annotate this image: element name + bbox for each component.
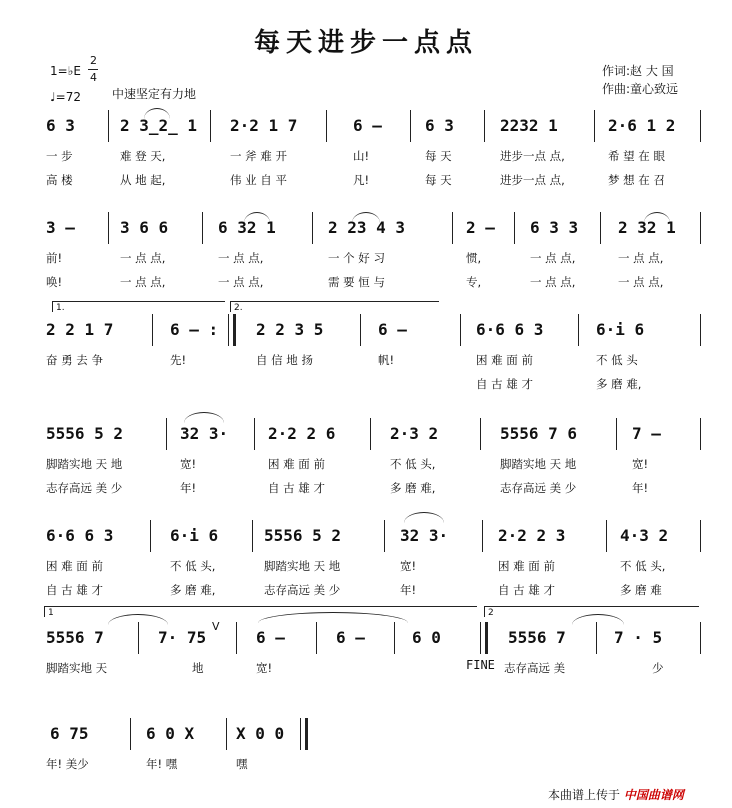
lyric-verse-1: 宽!	[256, 661, 273, 675]
bar-line	[578, 314, 579, 346]
lyric-verse-2: 进步一点 点,	[500, 173, 565, 187]
lyric-verse-2: 每 天	[425, 173, 452, 187]
lyric-verse-1: 脚踏实地 天 地	[264, 559, 341, 573]
lyric-verse-2: 年!	[632, 481, 649, 495]
volta-bracket-2	[230, 301, 439, 312]
measure-notes: 2·2 2 6	[268, 424, 336, 443]
lyric-verse-1: 宽!	[400, 559, 417, 573]
volta-number-2b: 2	[488, 608, 494, 618]
measure-notes: 6 3 3	[530, 218, 579, 237]
lyric-verse-1: 志存高远 美	[504, 661, 566, 675]
measure-notes: 6 –	[378, 320, 407, 339]
lyric-verse-1: 年! 嘿	[146, 757, 178, 771]
composer-credit: 作曲:童心致远	[602, 82, 679, 96]
measure-notes: 6 –	[336, 628, 365, 647]
lyric-verse-1: 一 点 点,	[618, 251, 664, 265]
bar-line	[226, 718, 227, 750]
lyric-verse-2: 多 磨 难,	[170, 583, 216, 597]
lyric-verse-2: 多 磨 难	[620, 583, 662, 597]
lyric-verse-2: 自 古 雄 才	[46, 583, 103, 597]
measure-notes: 32 3·	[400, 526, 449, 545]
lyric-verse-1: 年! 美少	[46, 757, 89, 771]
lyric-verse-1: 宽!	[180, 457, 197, 471]
lyric-verse-1: 希 望 在 眼	[608, 149, 665, 163]
slur	[352, 212, 380, 223]
double-bar-line	[300, 718, 308, 750]
bar-line	[460, 314, 461, 346]
lyric-verse-1: 少	[652, 661, 664, 675]
measure-notes: 6 0	[412, 628, 441, 647]
measure-notes: 2 2 3 5	[256, 320, 324, 339]
double-bar-line	[228, 314, 236, 346]
lyric-verse-1: 不 低 头,	[390, 457, 436, 471]
lyric-verse-1: 山!	[353, 149, 370, 163]
bar-line	[166, 418, 167, 450]
time-numerator: 2	[90, 54, 97, 67]
lyric-verse-2: 一 点 点,	[218, 275, 264, 289]
bar-line	[252, 520, 253, 552]
lyric-verse-2: 专,	[466, 275, 482, 289]
lyric-verse-1: 每 天	[425, 149, 452, 163]
lyric-verse-1: 前!	[46, 251, 63, 265]
lyric-verse-1: 困 难 面 前	[498, 559, 555, 573]
measure-notes: 5556 7	[508, 628, 566, 647]
measure-notes: 6·6 6 3	[476, 320, 544, 339]
bar-line	[394, 622, 395, 654]
volta-number-2: 2.	[234, 303, 243, 313]
measure-notes: 2 32 1	[618, 218, 676, 237]
bar-line	[700, 520, 701, 552]
lyric-verse-1: 不 低 头	[596, 353, 638, 367]
lyric-verse-1: 帆!	[378, 353, 395, 367]
lyric-verse-1: 惯,	[466, 251, 482, 265]
bar-line	[700, 314, 701, 346]
measure-notes: 4·3 2	[620, 526, 669, 545]
bar-line	[326, 110, 327, 142]
lyric-verse-2: 志存高远 美 少	[264, 583, 341, 597]
bar-line	[484, 110, 485, 142]
lyric-verse-1: 地	[192, 661, 204, 675]
bar-line	[108, 212, 109, 244]
bar-line	[370, 418, 371, 450]
lyric-verse-2: 凡!	[353, 173, 370, 187]
lyric-verse-1: 困 难 面 前	[268, 457, 325, 471]
bar-line	[210, 110, 211, 142]
bar-line	[596, 622, 597, 654]
measure-notes: 7· 75	[158, 628, 207, 647]
lyric-verse-2: 唤!	[46, 275, 63, 289]
lyric-verse-1: 一 步	[46, 149, 73, 163]
measure-notes: 6 – :	[170, 320, 219, 339]
lyric-verse-1: 脚踏实地 天	[46, 661, 108, 675]
measure-notes: 5556 5 2	[264, 526, 342, 545]
measure-notes: 2 –	[466, 218, 495, 237]
lyric-verse-1: 一 斧 难 开	[230, 149, 287, 163]
lyric-verse-2: 需 要 恒 与	[328, 275, 385, 289]
bar-line	[202, 212, 203, 244]
site-logo[interactable]: 中国曲谱网	[623, 788, 684, 802]
lyric-verse-2: 自 古 雄 才	[498, 583, 555, 597]
bar-line	[594, 110, 595, 142]
lyricist-credit: 作词:赵 大 国	[602, 64, 674, 78]
bar-line	[600, 212, 601, 244]
upload-footer	[548, 786, 684, 803]
measure-notes: 3 –	[46, 218, 75, 237]
slur	[644, 212, 670, 223]
measure-notes: 2·2 2 3	[498, 526, 566, 545]
lyric-verse-2: 志存高远 美 少	[46, 481, 123, 495]
bar-line	[410, 110, 411, 142]
bar-line	[236, 622, 237, 654]
lyric-verse-1: 宽!	[632, 457, 649, 471]
time-divider	[88, 69, 98, 70]
lyric-verse-1: 一 个 好 习	[328, 251, 385, 265]
bar-line	[606, 520, 607, 552]
lyric-verse-2: 梦 想 在 召	[608, 173, 665, 187]
lyric-verse-2: 一 点 点,	[120, 275, 166, 289]
bar-line	[700, 418, 701, 450]
lyric-verse-2: 从 地 起,	[120, 173, 166, 187]
lyric-verse-2: 年!	[180, 481, 197, 495]
slur	[244, 212, 270, 223]
lyric-verse-1: 不 低 头,	[620, 559, 666, 573]
lyric-verse-2: 一 点 点,	[530, 275, 576, 289]
volta-bracket-1b	[44, 606, 477, 617]
key-signature: 1=♭E	[50, 64, 81, 78]
lyric-verse-2: 自 古 雄 才	[476, 377, 533, 391]
volta-bracket-1	[52, 301, 225, 312]
measure-notes: 5556 5 2	[46, 424, 124, 443]
measure-notes: 6 –	[353, 116, 382, 135]
bar-line	[452, 212, 453, 244]
bar-line	[360, 314, 361, 346]
lyric-verse-1: 进步一点 点,	[500, 149, 565, 163]
measure-notes: 7 · 5	[614, 628, 663, 647]
measure-notes: 5556 7 6	[500, 424, 578, 443]
measure-notes: 6 32 1	[218, 218, 276, 237]
lyric-verse-2: 伟 业 自 平	[230, 173, 287, 187]
song-title: 每天进步一点点	[253, 28, 478, 58]
measure-notes: 2232 1	[500, 116, 558, 135]
bar-line	[700, 622, 701, 654]
time-denominator: 4	[90, 71, 97, 84]
measure-notes: 2·6 1 2	[608, 116, 676, 135]
bar-line	[152, 314, 153, 346]
measure-notes: 6·i 6	[596, 320, 645, 339]
measure-notes: 6 75	[50, 724, 89, 743]
slur	[404, 512, 444, 523]
lyric-verse-1: 一 点 点,	[120, 251, 166, 265]
measure-notes: 6·i 6	[170, 526, 219, 545]
measure-notes: 6 3	[425, 116, 454, 135]
bar-line	[108, 110, 109, 142]
bar-line	[254, 418, 255, 450]
lyric-verse-2: 自 古 雄 才	[268, 481, 325, 495]
measure-notes: 6 3	[46, 116, 75, 135]
measure-notes: 2·3 2	[390, 424, 439, 443]
lyric-verse-2: 一 点 点,	[618, 275, 664, 289]
slur	[144, 108, 170, 119]
lyric-verse-2: 志存高远 美 少	[500, 481, 577, 495]
bar-line	[384, 520, 385, 552]
lyric-verse-1: 不 低 头,	[170, 559, 216, 573]
lyric-verse-2: 高 楼	[46, 173, 73, 187]
lyric-verse-1: 困 难 面 前	[46, 559, 103, 573]
breath-mark: V	[212, 620, 220, 633]
volta-number-1: 1.	[56, 303, 65, 313]
bar-line	[316, 622, 317, 654]
double-bar-line	[480, 622, 488, 654]
volta-number-1b: 1	[48, 608, 54, 618]
measure-notes: 7 –	[632, 424, 661, 443]
measure-notes: 5556 7	[46, 628, 104, 647]
lyric-verse-1: 脚踏实地 天 地	[500, 457, 577, 471]
lyric-verse-1: 一 点 点,	[530, 251, 576, 265]
lyric-verse-1: 难 登 天,	[120, 149, 166, 163]
lyric-verse-1: 一 点 点,	[218, 251, 264, 265]
upload-label: 本曲谱上传于	[548, 788, 621, 802]
bar-line	[480, 418, 481, 450]
lyric-verse-2: 多 磨 难,	[390, 481, 436, 495]
fine-marking: FINE	[466, 658, 495, 672]
measure-notes: 2 3̲2̲ 1	[120, 116, 198, 135]
lyric-verse-1: 嘿	[236, 757, 248, 771]
bar-line	[700, 212, 701, 244]
bar-line	[150, 520, 151, 552]
lyric-verse-2: 多 磨 难,	[596, 377, 642, 391]
bar-line	[138, 622, 139, 654]
lyric-verse-1: 自 信 地 扬	[256, 353, 313, 367]
bar-line	[312, 212, 313, 244]
measure-notes: X 0 0	[236, 724, 285, 743]
measure-notes: 32 3·	[180, 424, 229, 443]
measure-notes: 2·2 1 7	[230, 116, 298, 135]
bar-line	[616, 418, 617, 450]
measure-notes: 6 –	[256, 628, 285, 647]
bar-line	[700, 110, 701, 142]
measure-notes: 2 2 1 7	[46, 320, 114, 339]
lyric-verse-1: 脚踏实地 天 地	[46, 457, 123, 471]
measure-notes: 6·6 6 3	[46, 526, 114, 545]
expression-marking: 中速坚定有力地	[112, 87, 197, 101]
measure-notes: 2 23 4 3	[328, 218, 406, 237]
bar-line	[482, 520, 483, 552]
lyric-verse-1: 先!	[170, 353, 187, 367]
lyric-verse-2: 年!	[400, 583, 417, 597]
measure-notes: 3 6 6	[120, 218, 169, 237]
slur	[184, 412, 224, 423]
bar-line	[130, 718, 131, 750]
lyric-verse-1: 奋 勇 去 争	[46, 353, 103, 367]
bar-line	[514, 212, 515, 244]
tempo-marking: ♩=72	[50, 90, 81, 104]
lyric-verse-1: 困 难 面 前	[476, 353, 533, 367]
measure-notes: 6 0 X	[146, 724, 195, 743]
